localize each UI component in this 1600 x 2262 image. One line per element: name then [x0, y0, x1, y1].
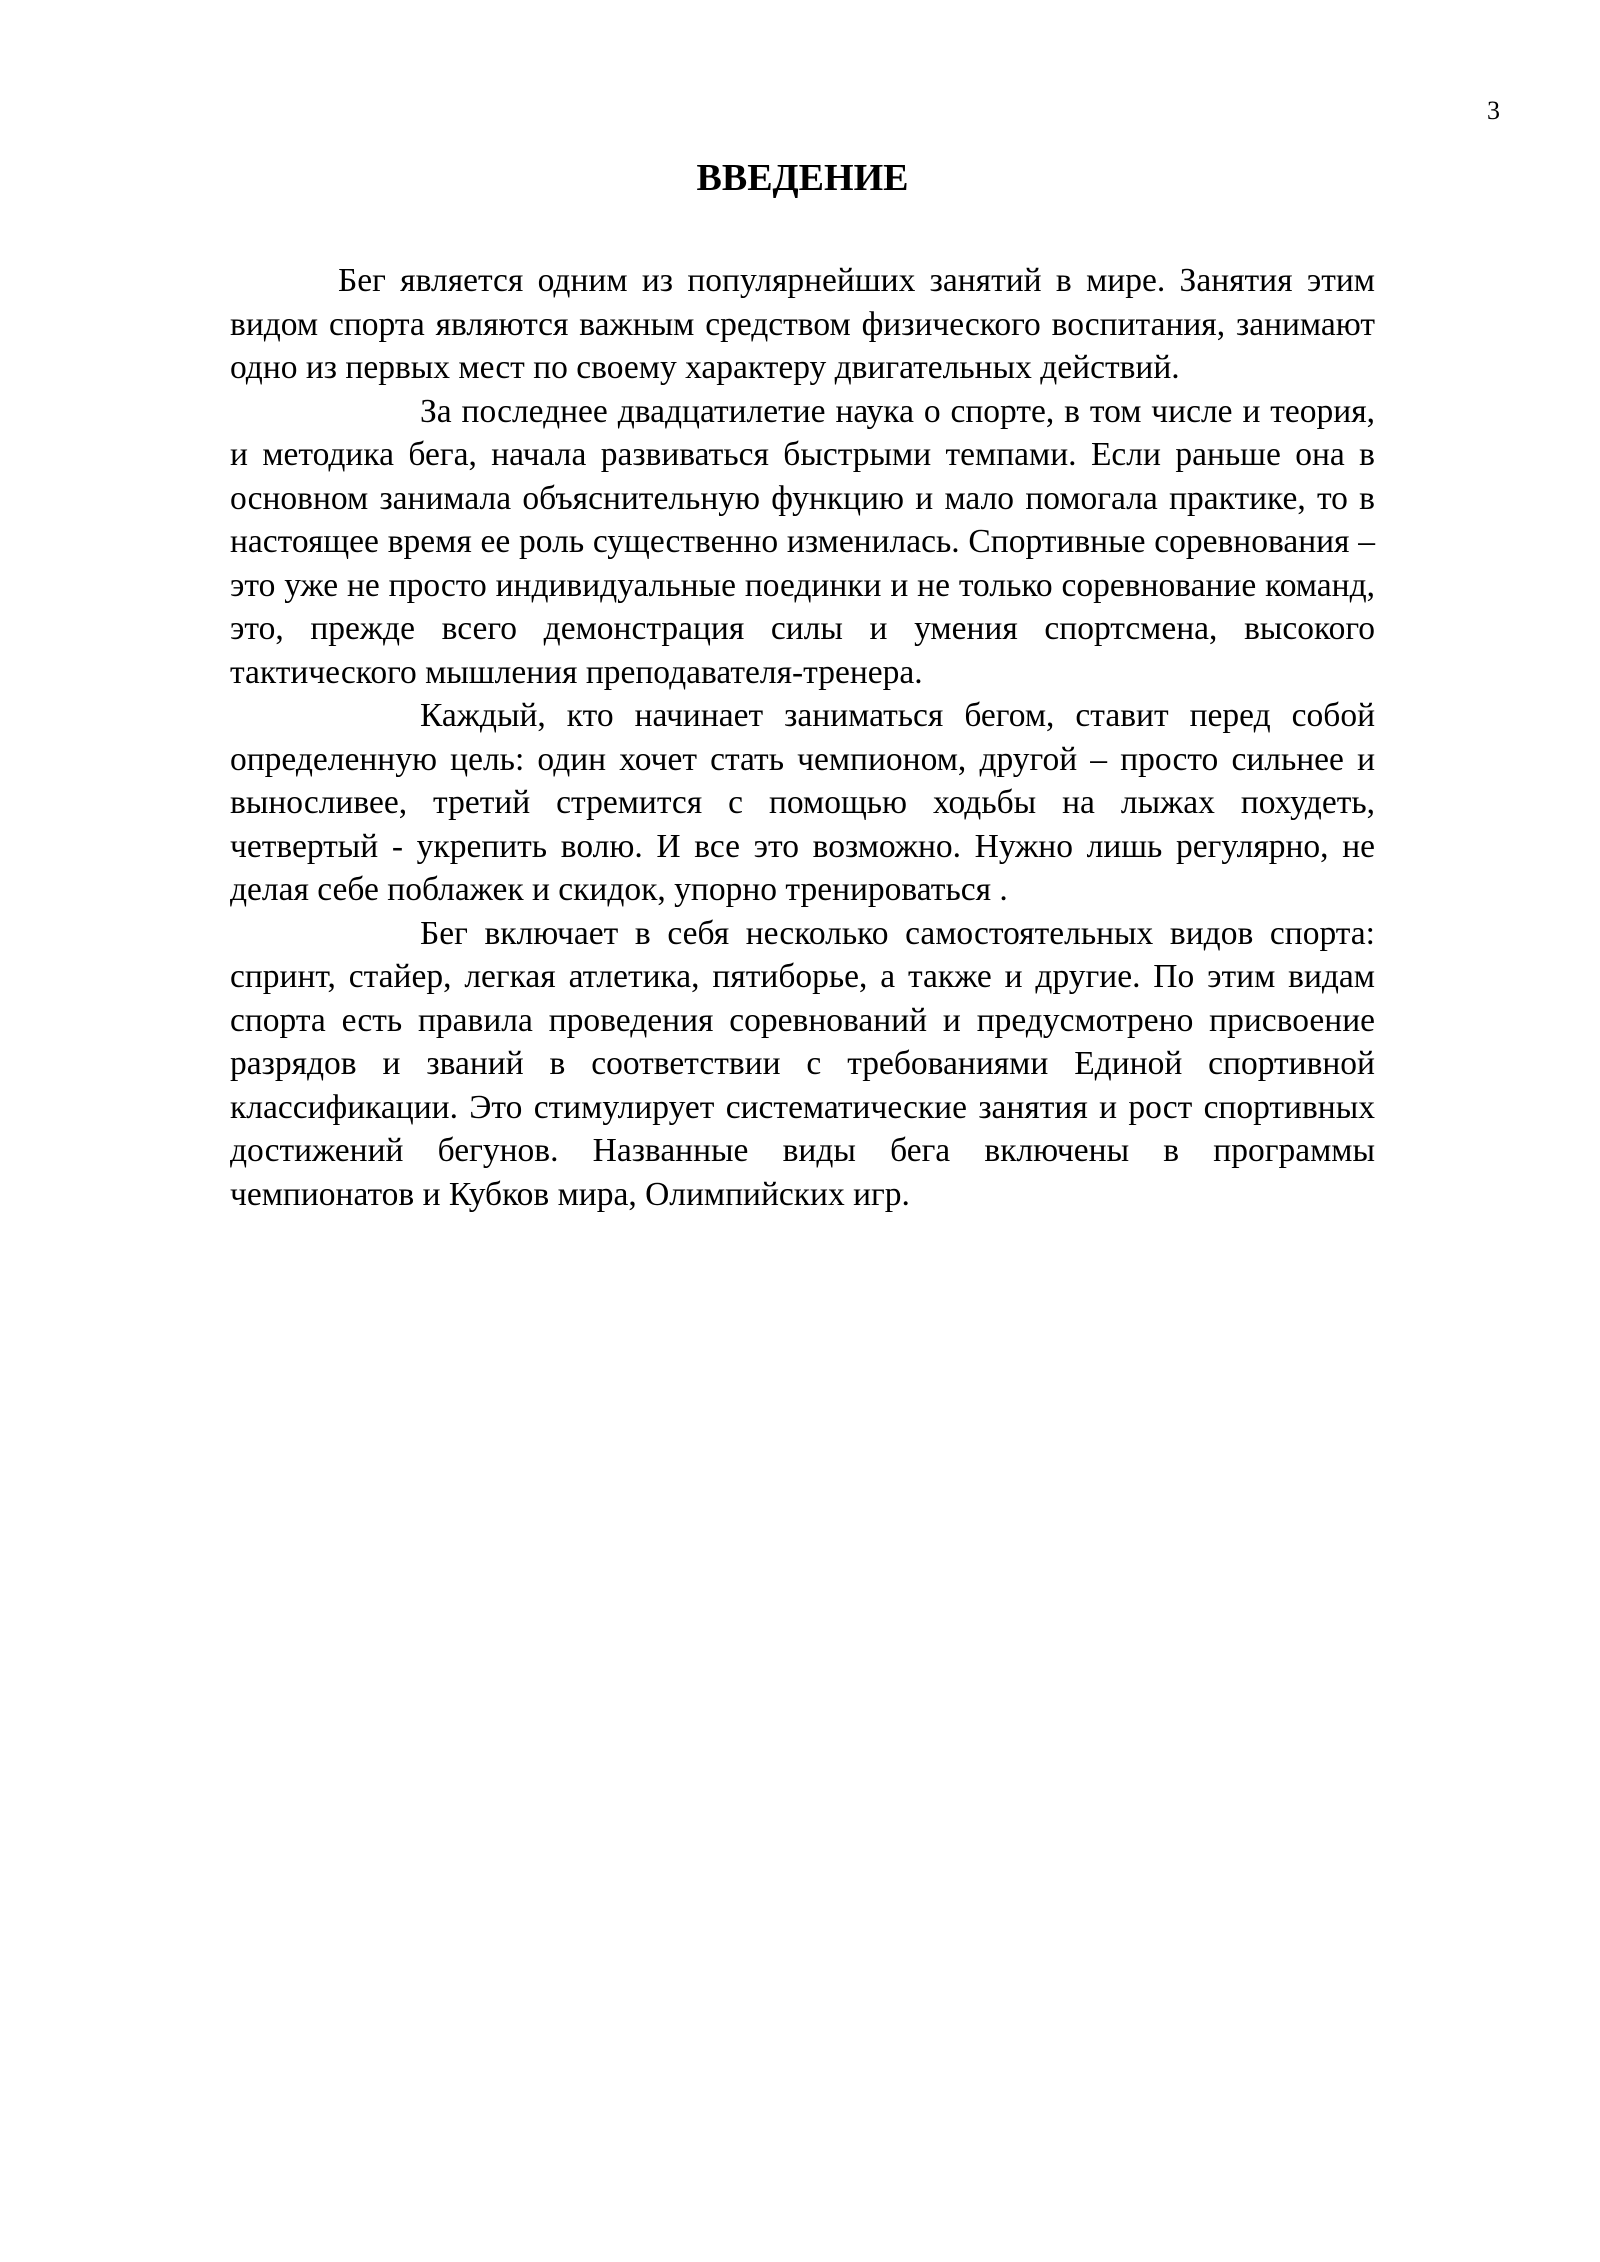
- body-text: [230, 259, 1375, 1216]
- page-number: 3: [1487, 96, 1500, 125]
- paragraph: Бег включает в себя несколько самостоятельных видов спорта: спринт, стайер, легкая атлетика, пятиборье, а также и другие. По этим видам спорта есть правила проведения соревнований и предусмотрено присвоение разрядов и званий в соответствии с требованиями Единой спортивной классификации. Это стимулирует систематические занятия и рост спортивных достижений бегунов. Названные виды бега включены в программы чемпионатов и Кубков мира, Олимпийских игр.: [230, 914, 1375, 1213]
- paragraph: Бег является одним из популярнейших занятий в мире. Занятия этим видом спорта являются важным средством физического воспитания, занимают одно из первых мест по своему характеру двигательных действий.: [230, 262, 1375, 386]
- paragraph: За последнее двадцатилетие наука о спорте, в том числе и теория, и методика бега, начала развиваться быстрыми темпами. Если раньше она в основном занимала объяснительную функцию и мало помогала практике, то в настоящее время ее роль существенно изменилась. Спортивные соревнования – это уже не просто индивидуальные поединки и не только соревнование команд, это, прежде всего демонстрация силы и умения спортсмена, высокого тактического мышления преподавателя-тренера.: [230, 392, 1375, 691]
- paragraph: Каждый, кто начинает заниматься бегом, ставит перед собой определенную цель: один хочет стать чемпионом, другой – просто сильнее и выносливее, третий стремится с помощью ходьбы на лыжах похудеть, четвертый - укрепить волю. И все это возможно. Нужно лишь регулярно, не делая себе поблажек и скидок, упорно тренироваться .: [230, 697, 1375, 908]
- page-title: ВВЕДЕНИЕ: [696, 157, 909, 199]
